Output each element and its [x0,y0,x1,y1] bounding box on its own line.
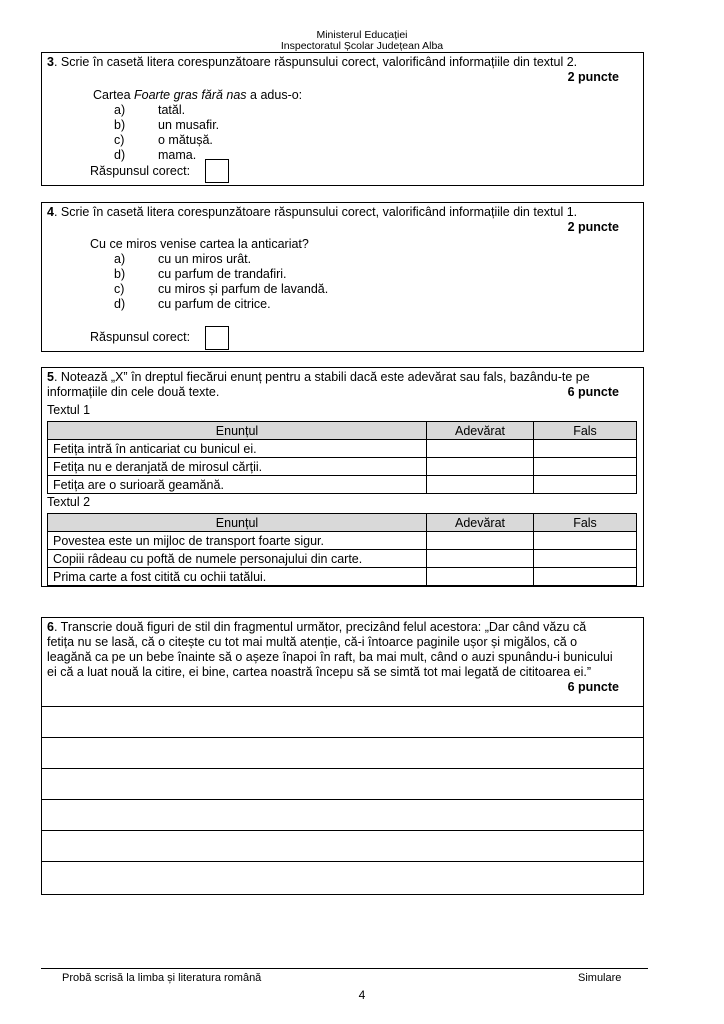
question-5-instruction-line2: informațiile din cele două texte. [47,385,220,399]
text1-label: Textul 1 [47,403,91,417]
q4-option-c-text: cu miros și parfum de lavandă. [158,282,329,296]
table-header-row [48,422,637,440]
true-cell[interactable] [427,532,534,550]
table-row [48,458,637,476]
table-row [48,476,637,494]
col-enuntul: Enunțul [48,422,427,440]
question-3-instruction: 3. Scrie în casetă litera corespunzătoare răspunsului corect, valorificând informațiile din textul 2. [47,55,578,69]
page-number: 4 [358,988,366,1002]
false-cell[interactable] [534,550,637,568]
statement-cell: Copiii râdeau cu poftă de numele personajului din carte. [48,550,427,568]
q3-option-c-text: o mătușă. [158,133,213,147]
q4-option-a-letter: a) [114,252,126,266]
writing-line[interactable] [42,737,643,738]
false-cell[interactable] [534,476,637,494]
question-5-box [41,367,644,587]
header-ministry: Ministerul Educației [316,29,408,41]
table-row [48,440,637,458]
q4-option-c-letter: c) [114,282,125,296]
question-5-instruction-line1: 5. Notează „X” în dreptul fiecărui enunț pentru a stabili dacă este adevărat sau fals, bazându-te pe [47,370,590,384]
q4-answer-label: Răspunsul corect: [90,330,191,344]
writing-line[interactable] [42,861,643,862]
statement-cell: Prima carte a fost citită cu ochii tatălui. [48,568,427,586]
question-5-points: 6 puncte [567,385,619,399]
q3-option-a-letter: a) [114,103,126,117]
table-row [48,550,637,568]
question-6-line1: 6. Transcrie două figuri de stil din fragmentul următor, precizând felul acestora: „Dar când văzu că [47,620,587,634]
col-adevarat: Adevărat [427,422,534,440]
q3-option-d-text: mama. [158,148,197,162]
col-fals: Fals [534,422,637,440]
writing-line[interactable] [42,768,643,769]
false-cell[interactable] [534,440,637,458]
q3-option-b-letter: b) [114,118,126,132]
q4-option-b-letter: b) [114,267,126,281]
question-6-line3: leagănă ca pe un bebe înainte să o așeze înapoi în raft, ba mai mult, când o auzi spunându-i bunicului [47,650,613,664]
question-6-points: 6 puncte [567,680,619,694]
question-6-box [41,617,644,895]
table-header-row [48,514,637,532]
table-row [48,568,637,586]
footer-exam-title: Probă scrisă la limba și literatura română [62,972,262,984]
question-3-box [41,52,644,186]
footer-divider [41,968,648,969]
q3-option-a-text: tatăl. [158,103,186,117]
true-cell[interactable] [427,476,534,494]
statement-cell: Fetița nu e deranjată de mirosul cărții. [48,458,427,476]
writing-line[interactable] [42,830,643,831]
question-4-instruction: 4. Scrie în casetă litera corespunzătoare răspunsului corect, valorificând informațiile din textul 1. [47,205,578,219]
q4-option-a-text: cu un miros urât. [158,252,252,266]
text2-label: Textul 2 [47,495,91,509]
q4-answer-box[interactable] [205,326,229,350]
q4-option-b-text: cu parfum de trandafiri. [158,267,287,281]
true-cell[interactable] [427,568,534,586]
question-4-box [41,202,644,352]
question-4-points: 2 puncte [567,220,619,234]
statement-cell: Fetița intră în anticariat cu bunicul ei. [48,440,427,458]
q3-answer-label: Răspunsul corect: [90,164,191,178]
writing-line[interactable] [42,706,643,707]
q4-option-d-text: cu parfum de citrice. [158,297,271,311]
statement-cell: Povestea este un mijloc de transport foarte sigur. [48,532,427,550]
question-4-stem: Cu ce miros venise cartea la anticariat? [90,237,309,251]
true-cell[interactable] [427,458,534,476]
question-3-stem: Cartea Foarte gras fără nas a adus-o: [93,88,303,102]
question-6-line2: fetița nu se lasă, că o citește cu tot mai multă atenție, că-i întoarce paginile ușor și migălos, că o [47,635,578,649]
question-6-line4: ei că a luat nouă la citire, ei bine, cartea noastră începu să se simtă tot mai legată de cititoarea ei.” [47,665,592,679]
header-inspectorate: Inspectoratul Școlar Județean Alba [280,40,444,52]
table-row [48,532,637,550]
table-text1 [47,421,637,494]
col-adevarat: Adevărat [427,514,534,532]
q3-option-c-letter: c) [114,133,125,147]
writing-line[interactable] [42,799,643,800]
footer-simulation: Simulare [578,972,622,984]
false-cell[interactable] [534,532,637,550]
col-enuntul: Enunțul [48,514,427,532]
statement-cell: Fetița are o surioară geamănă. [48,476,427,494]
q3-answer-box[interactable] [205,159,229,183]
false-cell[interactable] [534,568,637,586]
col-fals: Fals [534,514,637,532]
q3-option-b-text: un musafir. [158,118,220,132]
q4-option-d-letter: d) [114,297,126,311]
true-cell[interactable] [427,550,534,568]
false-cell[interactable] [534,458,637,476]
true-cell[interactable] [427,440,534,458]
table-text2 [47,513,637,586]
question-3-points: 2 puncte [567,70,619,84]
q3-option-d-letter: d) [114,148,126,162]
